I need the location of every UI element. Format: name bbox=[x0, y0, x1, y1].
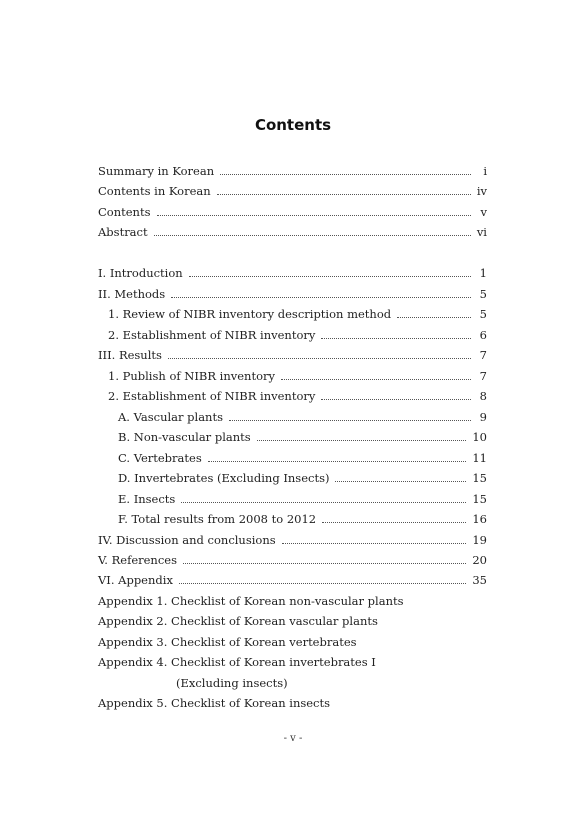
toc-entry-contents[interactable] bbox=[98, 204, 487, 220]
toc-entry-abstract[interactable] bbox=[98, 224, 487, 240]
toc-page-number: v bbox=[480, 205, 487, 219]
appendix-item-4[interactable]: Appendix 4. Checklist of Korean invertebrates I bbox=[98, 655, 376, 669]
toc-entry-total-results[interactable] bbox=[118, 511, 487, 527]
dot-leader bbox=[281, 379, 471, 380]
toc-label: Contents in Korean bbox=[98, 184, 211, 198]
toc-page-number: 7 bbox=[479, 348, 487, 362]
toc-page-number: 5 bbox=[479, 307, 487, 321]
toc-entry-contents-korean[interactable] bbox=[98, 183, 487, 199]
toc-entry-non-vascular-plants[interactable] bbox=[118, 429, 487, 445]
dot-leader bbox=[181, 502, 466, 503]
toc-entry-references[interactable] bbox=[98, 552, 487, 568]
appendix-item-2[interactable]: Appendix 2. Checklist of Korean vascular plants bbox=[98, 614, 378, 628]
dot-leader bbox=[321, 399, 471, 400]
toc-label: A. Vascular plants bbox=[118, 410, 223, 424]
dot-leader bbox=[189, 276, 471, 277]
toc-entry-appendix[interactable] bbox=[98, 572, 487, 588]
toc-page-number: 20 bbox=[472, 553, 487, 567]
toc-label: D. Invertebrates (Excluding Insects) bbox=[118, 471, 330, 485]
appendix-item-3[interactable]: Appendix 3. Checklist of Korean vertebrates bbox=[98, 635, 357, 649]
toc-entry-invertebrates[interactable] bbox=[118, 470, 487, 486]
toc-entry-methods-1[interactable] bbox=[108, 306, 487, 322]
toc-page-number: 35 bbox=[472, 573, 487, 587]
dot-leader bbox=[322, 522, 466, 523]
dot-leader bbox=[171, 297, 471, 298]
toc-label: I. Introduction bbox=[98, 266, 183, 280]
toc-page-number: iv bbox=[476, 184, 487, 198]
toc-label: F. Total results from 2008 to 2012 bbox=[118, 512, 317, 526]
toc-entry-summary-korean[interactable] bbox=[98, 163, 487, 179]
dot-leader bbox=[208, 461, 467, 462]
toc-page-number: 8 bbox=[479, 389, 487, 403]
toc-label: Contents bbox=[98, 205, 151, 219]
toc-label: V. References bbox=[98, 553, 177, 567]
toc-page-number: 19 bbox=[472, 533, 487, 547]
dot-leader bbox=[229, 420, 471, 421]
toc-label: Summary in Korean bbox=[98, 164, 215, 178]
toc-page-number: 5 bbox=[479, 287, 487, 301]
toc-label: 2. Establishment of NIBR inventory bbox=[108, 389, 316, 403]
page-title: Contents bbox=[254, 116, 332, 134]
toc-entry-introduction[interactable] bbox=[98, 265, 487, 281]
appendix-item-5[interactable]: Appendix 5. Checklist of Korean insects bbox=[98, 696, 331, 710]
toc-entry-discussion[interactable] bbox=[98, 532, 487, 548]
toc-label: VI. Appendix bbox=[98, 573, 173, 587]
toc-label: B. Non-vascular plants bbox=[118, 430, 251, 444]
dot-leader bbox=[282, 543, 467, 544]
toc-label: II. Methods bbox=[98, 287, 166, 301]
toc-label: IV. Discussion and conclusions bbox=[98, 533, 276, 547]
dot-leader bbox=[220, 174, 471, 175]
dot-leader bbox=[335, 481, 466, 482]
toc-entry-insects[interactable] bbox=[118, 491, 487, 507]
dot-leader bbox=[154, 235, 471, 236]
toc-label: 1. Publish of NIBR inventory bbox=[108, 369, 275, 383]
toc-label: E. Insects bbox=[118, 492, 176, 506]
dot-leader bbox=[397, 317, 471, 318]
toc-label: Abstract bbox=[98, 225, 148, 239]
toc-page-number: 10 bbox=[472, 430, 487, 444]
toc-page-number: 15 bbox=[472, 492, 487, 506]
toc-entry-results-1[interactable] bbox=[108, 368, 487, 384]
toc-page-number: 9 bbox=[479, 410, 487, 424]
appendix-item-1[interactable]: Appendix 1. Checklist of Korean non-vascular plants bbox=[98, 594, 404, 608]
toc-page-number: 1 bbox=[479, 266, 487, 280]
toc-label: 1. Review of NIBR inventory description method bbox=[108, 307, 392, 321]
toc-page-number: 11 bbox=[472, 451, 487, 465]
dot-leader bbox=[217, 194, 471, 195]
toc-page-number: 15 bbox=[472, 471, 487, 485]
toc-label: 2. Establishment of NIBR inventory bbox=[108, 328, 316, 342]
toc-entry-methods[interactable] bbox=[98, 286, 487, 302]
dot-leader bbox=[179, 583, 466, 584]
dot-leader bbox=[257, 440, 467, 441]
toc-label: III. Results bbox=[98, 348, 162, 362]
dot-leader bbox=[183, 563, 466, 564]
dot-leader bbox=[157, 215, 472, 216]
dot-leader bbox=[321, 338, 471, 339]
toc-label: C. Vertebrates bbox=[118, 451, 202, 465]
toc-page-number: 6 bbox=[479, 328, 487, 342]
appendix-item-4-continuation: (Excluding insects) bbox=[176, 676, 288, 690]
toc-page-number: i bbox=[483, 164, 487, 178]
toc-page-number: 16 bbox=[472, 512, 487, 526]
toc-page-number: vi bbox=[476, 225, 487, 239]
toc-entry-vascular-plants[interactable] bbox=[118, 409, 487, 425]
toc-entry-results[interactable] bbox=[98, 347, 487, 363]
toc-entry-methods-2[interactable] bbox=[108, 327, 487, 343]
toc-entry-results-2[interactable] bbox=[108, 388, 487, 404]
toc-page-number: 7 bbox=[479, 369, 487, 383]
page-number-footer: - v - bbox=[283, 733, 303, 744]
dot-leader bbox=[168, 358, 471, 359]
toc-entry-vertebrates[interactable] bbox=[118, 450, 487, 466]
